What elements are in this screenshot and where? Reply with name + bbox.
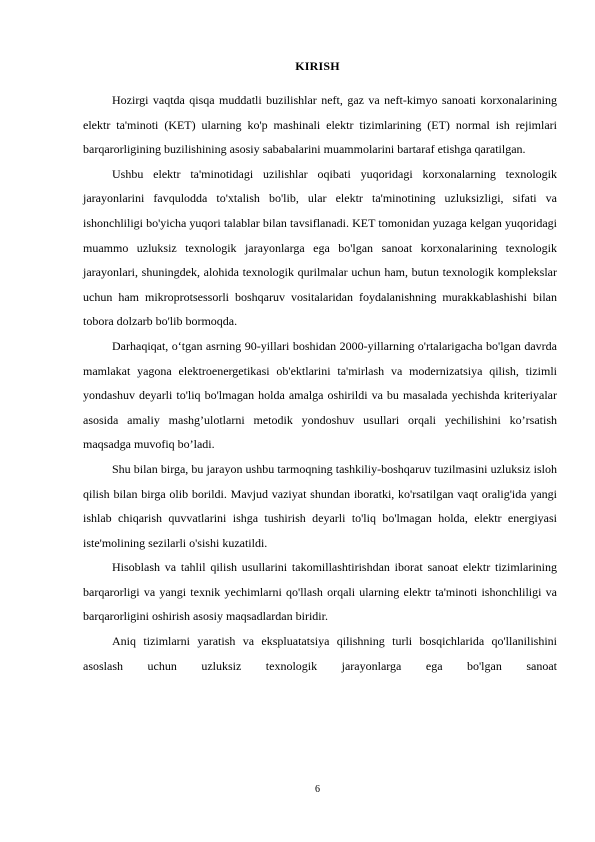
paragraph: Hisoblash va tahlil qilish usullarini takomillashtirishdan iborat sanoat elektr tizimlarining barqarorligi va yangi texnik yechimlarni qo'llash orqali ularning elektr ta'minoti ishonchliligi va barqarorligini oshirish asosiy maqsadlardan biridir.	[83, 560, 557, 624]
section-title: KIRISH	[295, 59, 340, 73]
paragraph: Darhaqiqat, o‘tgan asrning 90-yillari boshidan 2000-yillarning o'rtalarigacha bo'lgan davrda mamlakat yagona elektroenergetikasi ob'ektlarini ta'mirlash va modernizatsiya qilish, tizimli yondashuv deyarli to'liq bo'lmagan holda amalga oshirildi va bu masalada yechishda kriteriyalar asosida amaliy mashg’ulotlarni metodik yondoshuv usullari orqali yechilishini ko’rsatish maqsadga muvofiq bo’ladi.	[83, 338, 557, 452]
body-text	[83, 88, 557, 678]
paragraph: Hozirgi vaqtda qisqa muddatli buzilishlar neft, gaz va neft-kimyo sanoati korxonalarining elektr ta'minoti (KET) ularning ko'p mashinali elektr tizimlarining (ET) normal ish rejimlari barqarorligining buzilishining asosiy sababalarini muammolarini bartaraf etishga qaratilgan.	[83, 93, 557, 157]
paragraph-continued: Aniq tizimlarni yaratish va ekspluatatsiya qilishning turli bosqichlarida qo'llanilishini asoslash uchun uzluksiz texnologik jarayonlarga ega bo'lgan sanoat	[83, 634, 557, 673]
paragraph: Shu bilan birga, bu jarayon ushbu tarmoqning tashkiliy-boshqaruv tuzilmasini uzluksiz isloh qilish bilan birga olib borildi. Mavjud vaziyat shundan iboratki, ko'rsatilgan vaqt oralig'ida yangi ishlab chiqarish quvvatlarini ishga tushirish deyarli to'liq bo'lmagan holda, elektr energiyasi iste'molining sezilarli o'sishi kuzatildi.	[83, 461, 557, 550]
page-number: 6	[315, 784, 320, 795]
paragraph: Ushbu elektr ta'minotidagi uzilishlar oqibati yuqoridagi korxonalarning texnologik jarayonlarini favqulodda to'xtalish bo'lib, ular elektr ta'minotining uzluksizligi, sifati va ishonchliligi bo'yicha yuqori talablar bilan tavsiflanadi. KET tomonidan yuzaga kelgan yuqoridagi muammo uzluksiz texnologik jarayonlarga ega bo'lgan sanoat korxonalarining texnologik jarayonlari, shuningdek, alohida texnologik qurilmalar uchun ham, butun texnologik komplekslar uchun ham mikroprotsessorli boshqaruv vositalaridan foydalanishning murakkablashishi bilan tobora dolzarb bo'lib bormoqda.	[83, 166, 557, 329]
